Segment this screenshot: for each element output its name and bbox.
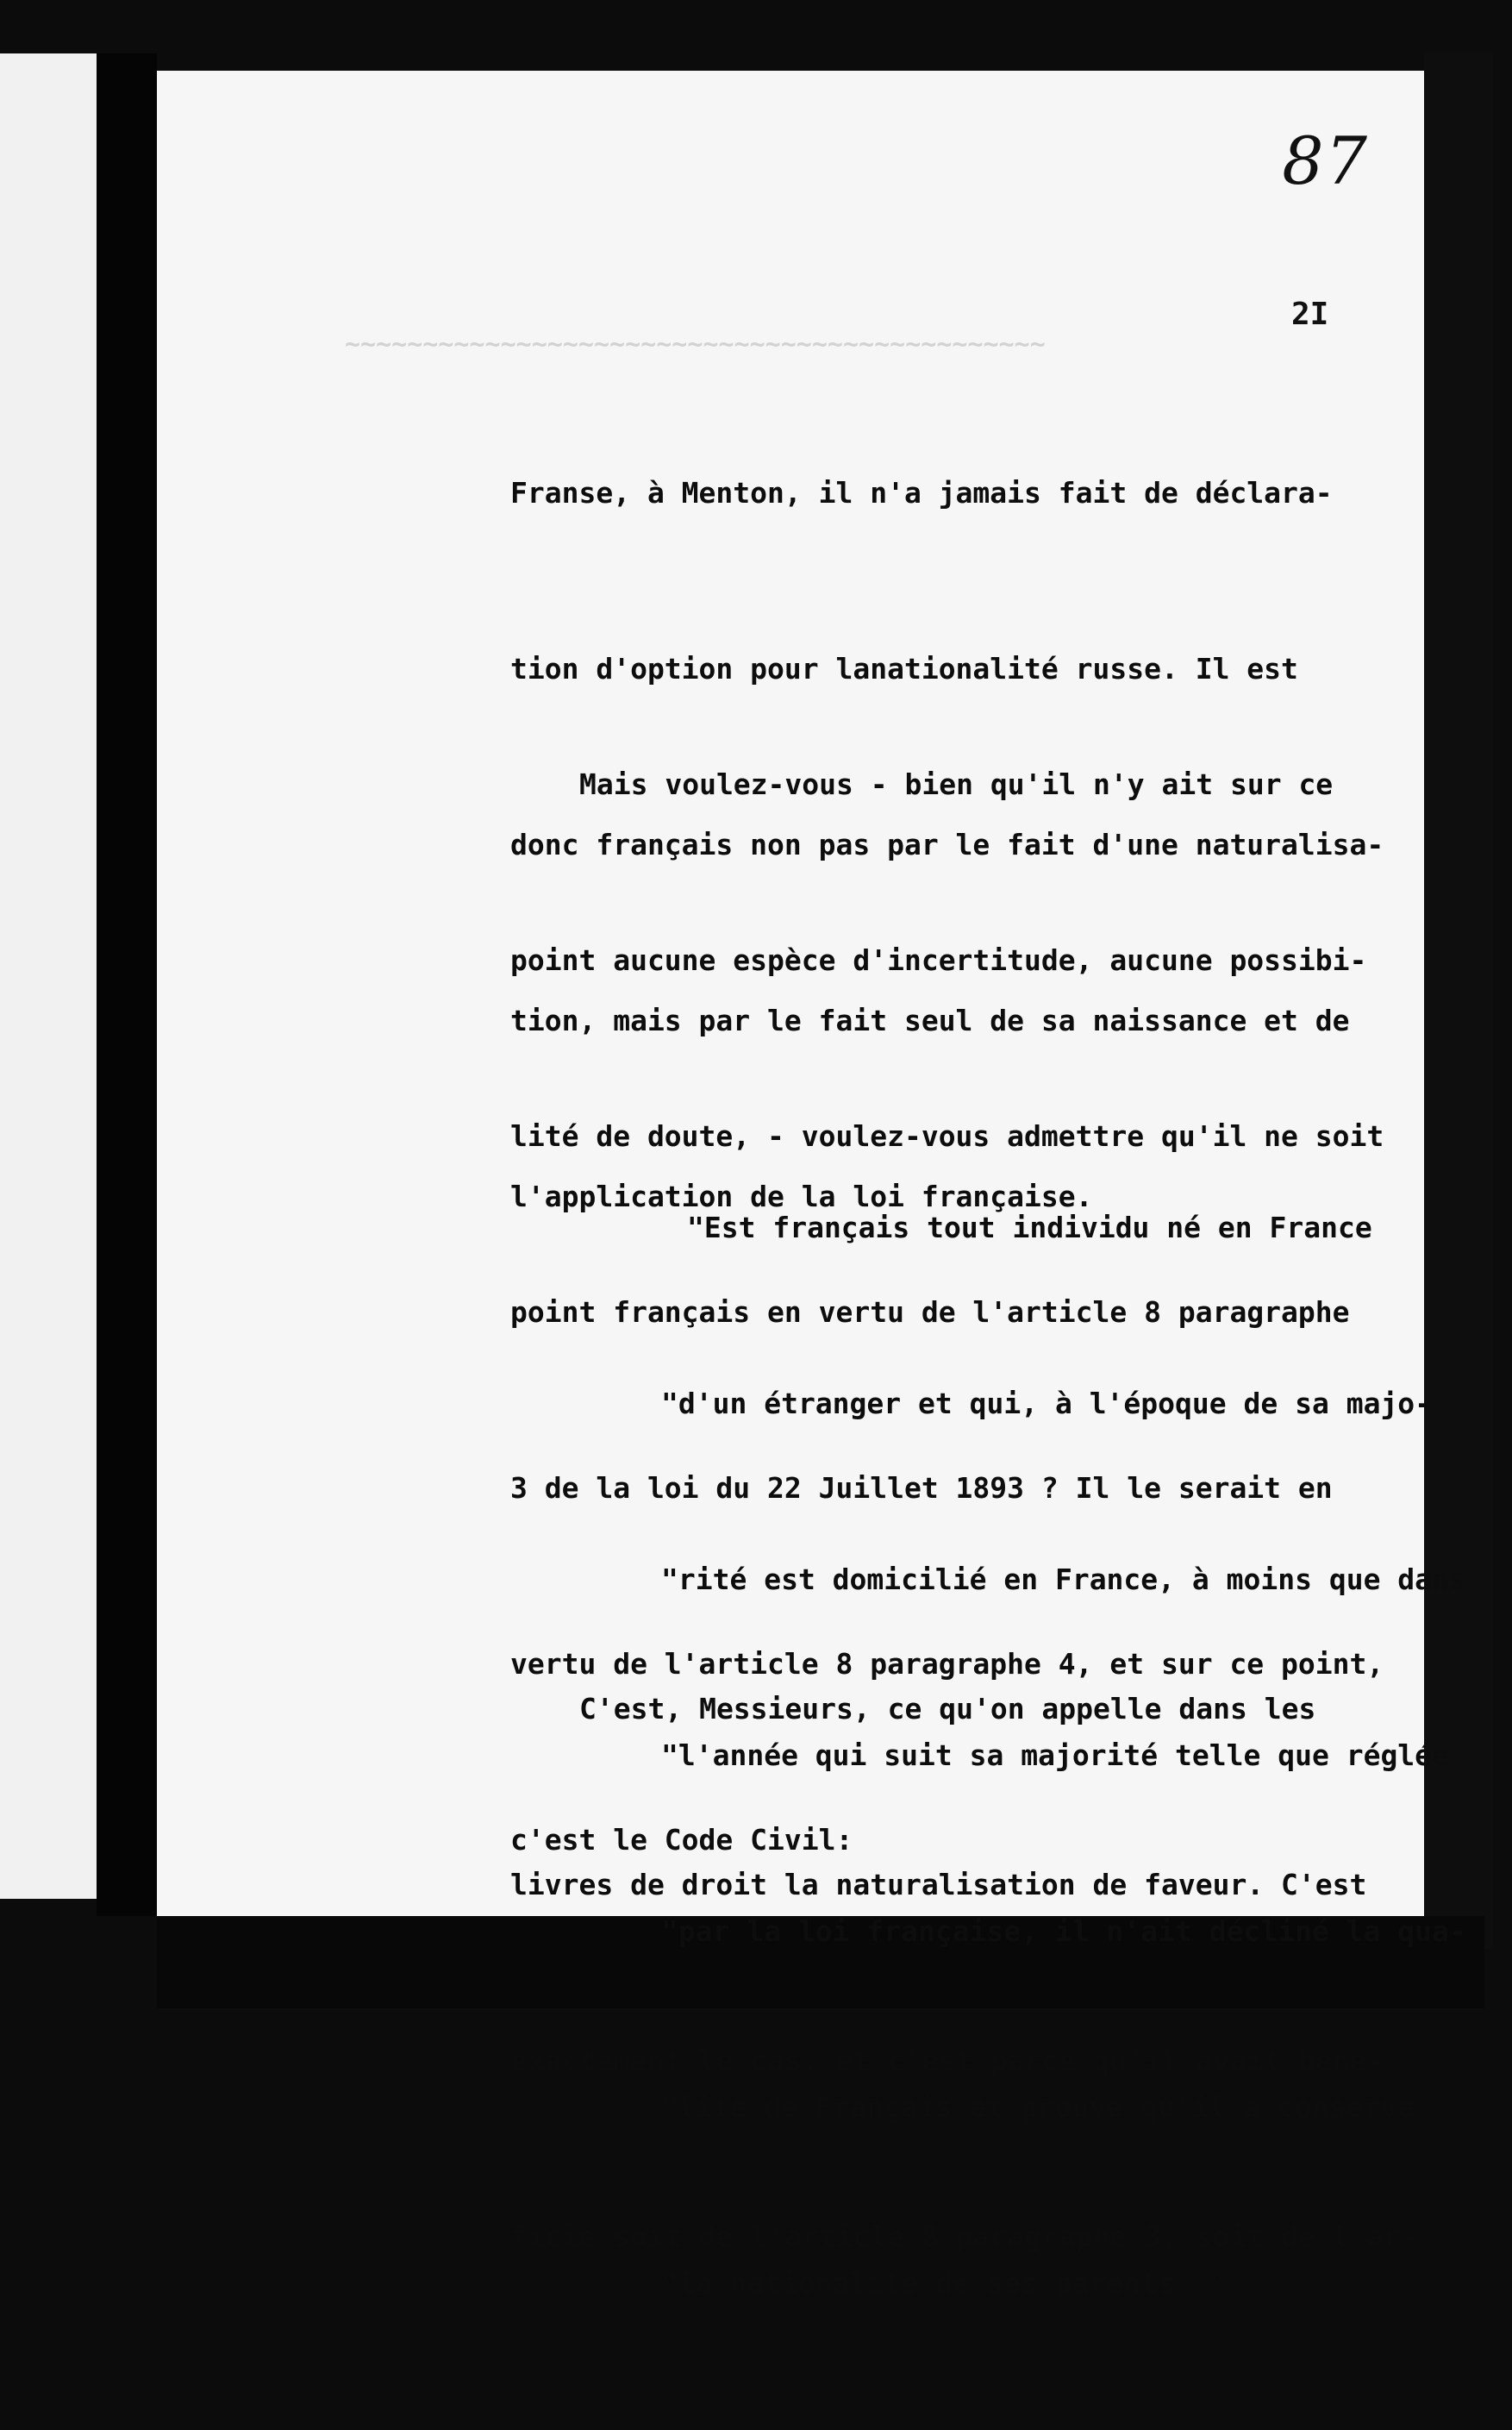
binding-gutter	[97, 53, 157, 1916]
quote-line: "l'année qui suit sa majorité telle que réglée	[661, 1738, 1449, 1772]
quote-line: "la nationalité de ses parents ."	[661, 2266, 1227, 2300]
text-line: 3 de la loi du 22 Juillet 1893 ? Il le serait en	[510, 1471, 1333, 1505]
text-line: point aucune espèce d'incertitude, aucune possibi-	[510, 943, 1367, 977]
facing-page	[0, 53, 99, 1899]
text-line: point français en vertu de l'article 8 paragraphe	[510, 1295, 1350, 1329]
quote-line: "Est français tout individu né en France	[687, 1211, 1372, 1244]
quote-line: "rité est domicilié en France, à moins que dans	[661, 1563, 1466, 1596]
text-line: donc français non pas par le fait d'une naturalisa-	[510, 828, 1384, 861]
text-line: Mais voulez-vous - bien qu'il n'y ait sur ce	[579, 767, 1334, 801]
quote-line: "d'un étranger et qui, à l'époque de sa majo-	[661, 1387, 1433, 1420]
handwritten-folio-number: 87	[1282, 122, 1369, 199]
quote-line: "par la loi française, il n'ait décliné la qua-	[661, 1914, 1466, 1948]
paragraph-3	[510, 1563, 1493, 2383]
text-line: Franse, à Menton, il n'a jamais fait de déclara-	[510, 476, 1333, 510]
text-line: tion d'option pour lanationalité russe. Il est	[510, 652, 1298, 686]
text-line: vertu de l'article 8 paragraphe 4, et sur ce point,	[510, 1647, 1384, 1681]
text-line: c'est le Code Civil:	[510, 1823, 853, 1857]
text-line: tion, mais par le fait seul de sa naissance et de	[510, 1004, 1350, 1037]
typed-page-number: 2I	[1291, 297, 1329, 332]
text-line: exactement le cas, et c'est parce qu'il avait béné-	[510, 2044, 1384, 2077]
text-line: lité de doute, - voulez-vous admettre qu'il ne soit	[510, 1119, 1384, 1153]
text-line: C'est, Messieurs, ce qu'on appelle dans les	[579, 1692, 1316, 1725]
quote-line: "lité de Français et prouvé qu'il a conservé	[661, 2090, 1415, 2124]
text-line: ficié soit de l'article 8 paragraphe 3, soit de l'ar-	[510, 2220, 1418, 2253]
text-line: l'application de la loi française.	[510, 1180, 1093, 1213]
document-page	[157, 71, 1466, 2300]
text-line: livres de droit la naturalisation de faveur. C'est	[510, 1868, 1367, 1901]
bleed-through-text: ~~~~~~~~~~~~~~~~~~~~~~~~~~~~~~~~~~~~~~~~~~~~~	[345, 329, 1046, 360]
